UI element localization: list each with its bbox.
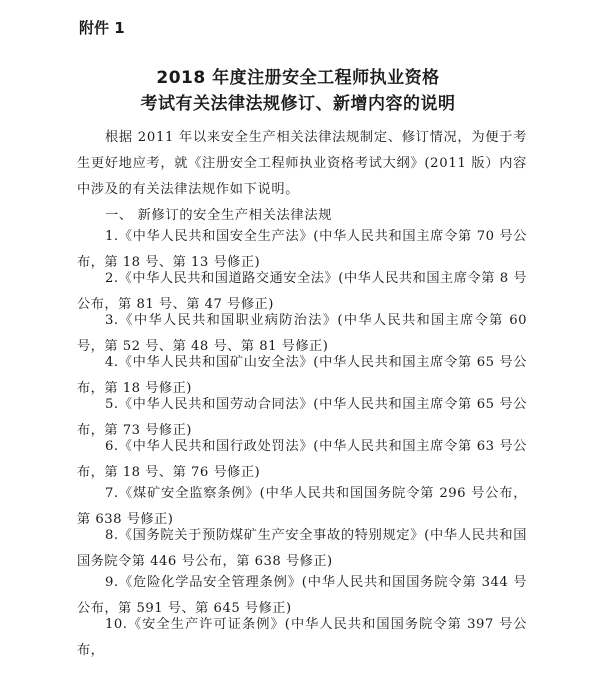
- list-item: 4.《中华人民共和国矿山安全法》(中华人民共和国主席令第 65 号公布，第 18 号修正): [77, 355, 527, 396]
- document-title-line-1: 2018 年度注册安全工程师执业资格: [156, 68, 440, 88]
- list-item: 7.《煤矿安全监察条例》(中华人民共和国国务院令第 296 号公布，第 638 号修正): [77, 486, 527, 527]
- list-item: 8.《国务院关于预防煤矿生产安全事故的特别规定》(中华人民共和国国务院令第 446 号公布，第 638 号修正): [77, 528, 527, 569]
- list-item: 6.《中华人民共和国行政处罚法》(中华人民共和国主席令第 63 号公布，第 18 号、第 76 号修正): [77, 439, 527, 480]
- intro-paragraph: 根据 2011 年以来安全生产相关法律法规制定、修订情况，为便于考生更好地应考，就《注册安全工程师执业资格考试大纲》(2011 版）内容中涉及的有关法律法规作如下说明。: [77, 130, 527, 197]
- section-heading: 一、 新修订的安全生产相关法律法规: [105, 208, 333, 223]
- document-title-line-2: 考试有关法律法规修订、新增内容的说明: [140, 94, 456, 114]
- list-item: 9.《危险化学品安全管理条例》(中华人民共和国国务院令第 344 号公布，第 591 号、第 645 号修正): [77, 575, 527, 616]
- list-item: 5.《中华人民共和国劳动合同法》(中华人民共和国主席令第 65 号公布，第 73 号修正): [77, 397, 527, 438]
- list-item: 10.《安全生产许可证条例》(中华人民共和国国务院令第 397 号公布，: [77, 617, 527, 658]
- attachment-label: 附件 1: [79, 19, 125, 37]
- list-item: 2.《中华人民共和国道路交通安全法》(中华人民共和国主席令第 8 号公布，第 81 号、第 47 号修正): [77, 271, 527, 312]
- list-item: 3.《中华人民共和国职业病防治法》(中华人民共和国主席令第 60 号，第 52 号、第 48 号、第 81 号修正): [77, 313, 527, 354]
- list-item: 1.《中华人民共和国安全生产法》(中华人民共和国主席令第 70 号公布，第 18 号、第 13 号修正): [77, 229, 527, 270]
